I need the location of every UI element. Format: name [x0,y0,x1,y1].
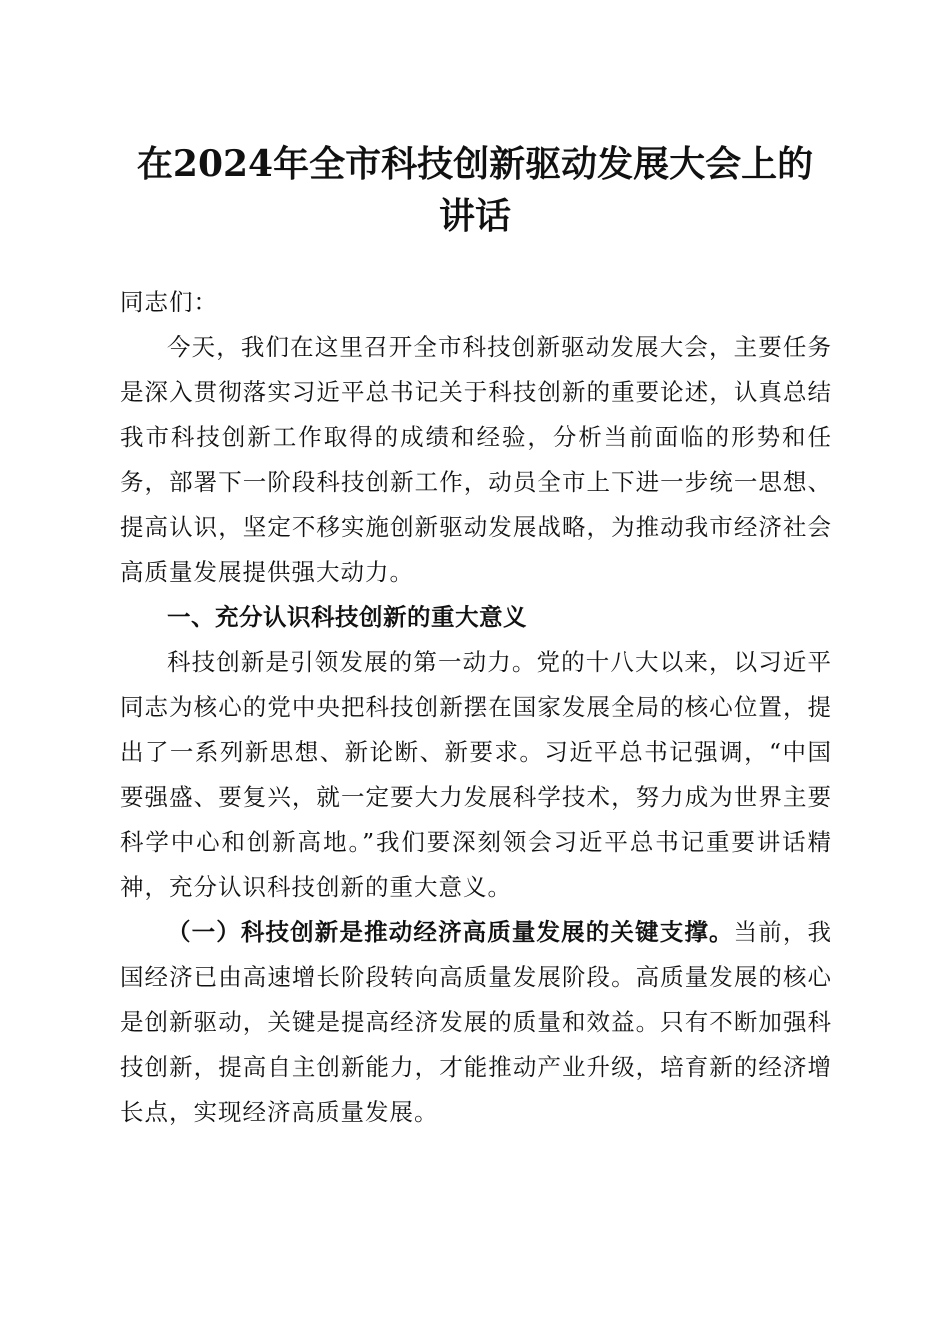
subsection-body: 当前，我国经济已由高速增长阶段转向高质量发展阶段。高质量发展的核心是创新驱动，关键是提高经济发展的质量和效益。只有不断加强科技创新，提高自主创新能力，才能推动产业升级，培育新的经济增长点，实现经济高质量发展。 [120,918,833,1126]
intro-paragraph: 今天，我们在这里召开全市科技创新驱动发展大会，主要任务是深入贯彻落实习近平总书记关于科技创新的重要论述，认真总结我市科技创新工作取得的成绩和经验，分析当前面临的形势和任务，部署下一阶段科技创新工作，动员全市上下进一步统一思想、提高认识，坚定不移实施创新驱动发展战略，为推动我市经济社会高质量发展提供强大动力。 [120,333,832,586]
salutation: 同志们： [120,288,218,316]
section-heading: 一、充分认识科技创新的重大意义 [167,603,527,631]
section-paragraph: 科技创新是引领发展的第一动力。党的十八大以来，以习近平同志为核心的党中央把科技创新摆在国家发展全局的核心位置，提出了一系列新思想、新论断、新要求。习近平总书记强调，“中国要强盛、要复兴，就一定要大力发展科学技术，努力成为世界主要科学中心和创新高地。”我们要深刻领会习近平总书记重要讲话精神，充分认识科技创新的重大意义。 [120,648,832,901]
subsection-heading: （一）科技创新是推动经济高质量发展的关键支撑。 [167,918,734,946]
subsection-paragraph [120,910,832,1135]
document-title: 在2024年全市科技创新驱动发展大会上的讲话 [136,143,814,237]
document-body [120,280,832,1135]
